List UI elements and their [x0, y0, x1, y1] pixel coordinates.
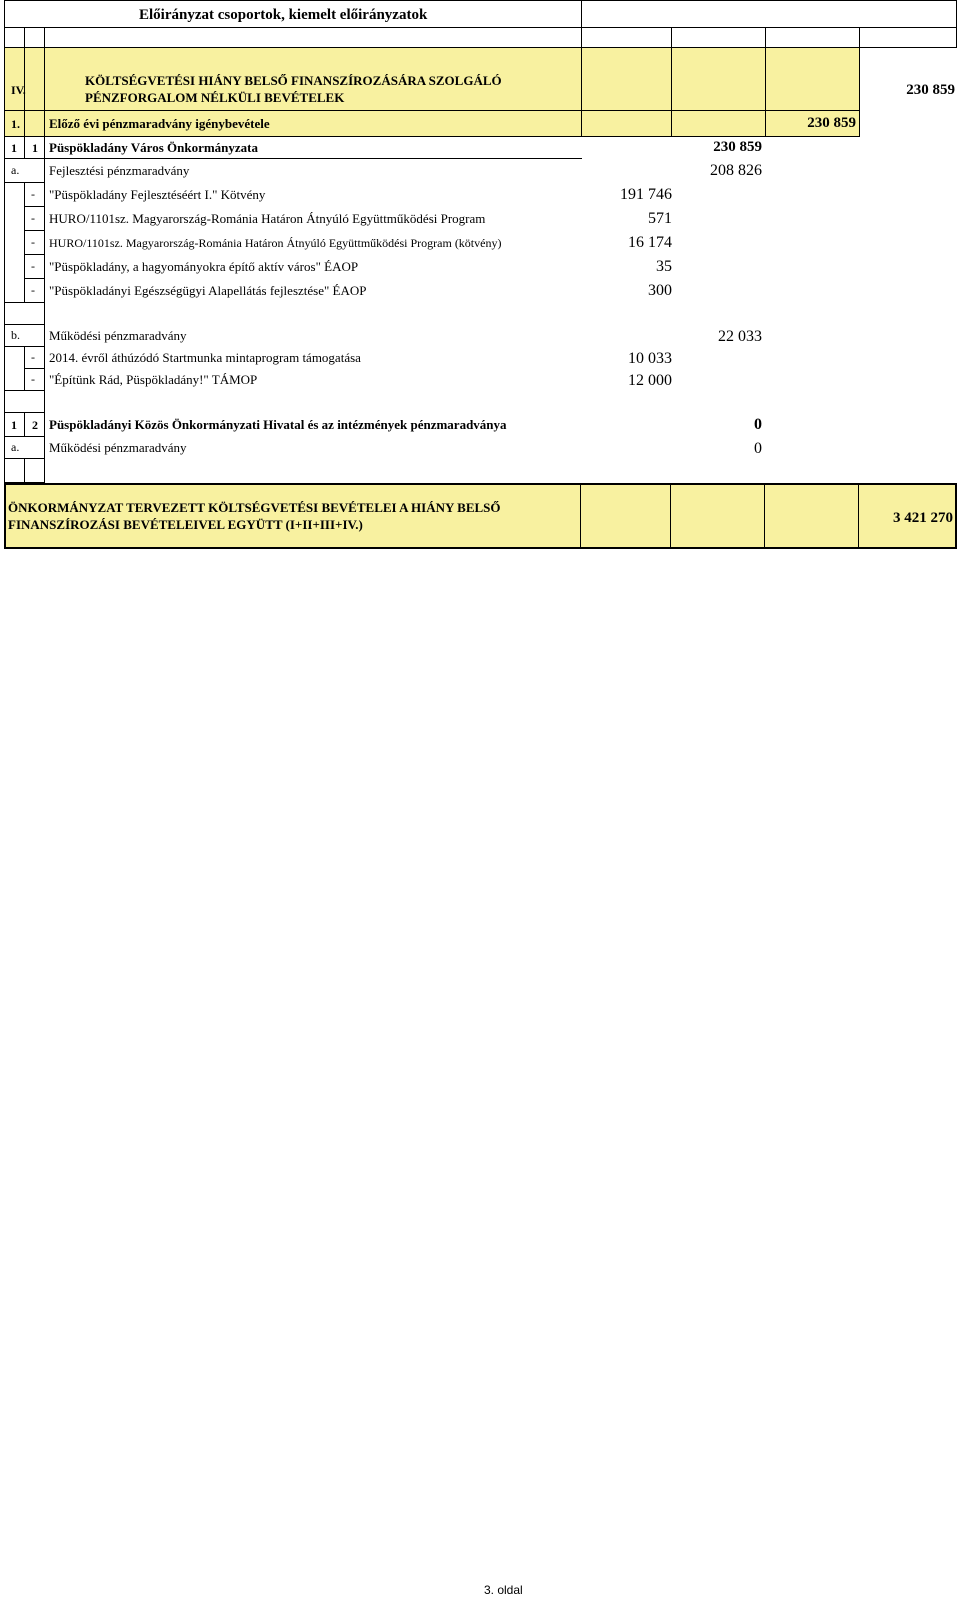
item-label: Fejlesztési pénzmaradvány — [49, 163, 190, 178]
item-value: 10 033 — [628, 350, 672, 367]
section-iv-row — [4, 48, 957, 111]
item-dash: - — [31, 283, 35, 297]
spacer-row — [4, 391, 957, 413]
item-value: 208 826 — [710, 162, 762, 179]
spacer-row — [4, 303, 957, 325]
item-dash: - — [31, 187, 35, 201]
item-value: 22 033 — [718, 328, 762, 345]
page-number: 3. oldal — [484, 1583, 523, 1597]
item-code: 1. — [11, 117, 20, 131]
list-item — [4, 279, 957, 303]
item-dash: - — [31, 211, 35, 225]
item-label: "Püspökladányi Egészségügyi Alapellátás fejlesztése" ÉAOP — [49, 283, 367, 298]
list-item — [4, 255, 957, 279]
list-item — [4, 207, 957, 231]
spacer-row — [4, 28, 957, 48]
grand-total-value: 3 421 270 — [893, 510, 953, 526]
item-dash: - — [31, 259, 35, 273]
item-value: 571 — [648, 210, 672, 227]
item-label: 2014. évről áthúzódó Startmunka mintaprogram támogatása — [49, 350, 361, 365]
item-1-1-row — [4, 137, 957, 159]
section-title-line1: KÖLTSÉGVETÉSI HIÁNY BELSŐ FINANSZÍROZÁSÁRA SZOLGÁLÓ — [85, 73, 502, 88]
item-a-row — [4, 437, 957, 459]
item-label: Működési pénzmaradvány — [49, 440, 187, 455]
item-value: 300 — [648, 282, 672, 299]
section-total: 230 859 — [906, 82, 955, 98]
item-code: b. — [11, 328, 20, 342]
item-value: 0 — [754, 440, 762, 457]
item-a-row — [4, 159, 957, 183]
list-item — [4, 347, 957, 369]
item-label: HURO/1101sz. Magyarország-Románia Határon Átnyúló Együttműködési Program (kötvény) — [49, 236, 502, 250]
item-label: "Építünk Rád, Püspökladány!" TÁMOP — [49, 372, 258, 387]
item-b-row — [4, 325, 957, 347]
item-value: 191 746 — [620, 186, 672, 203]
item-value: 230 859 — [713, 139, 762, 155]
spacer-row — [4, 459, 957, 483]
page-title: Előirányzat csoportok, kiemelt előirányzatok — [139, 7, 428, 23]
item-code-1: 1 — [11, 418, 17, 432]
item-value: 16 174 — [628, 234, 672, 251]
item-code-1: 1 — [11, 141, 17, 155]
item-value: 0 — [754, 416, 762, 433]
item-1-2-row — [4, 413, 957, 437]
item-code: a. — [11, 440, 20, 454]
header-row — [4, 0, 957, 28]
item-code: a. — [11, 163, 20, 177]
item-code-2: 2 — [32, 418, 38, 432]
item-dash: - — [31, 372, 35, 386]
list-item — [4, 231, 957, 255]
item-label: Működési pénzmaradvány — [49, 328, 187, 343]
item-1-row — [4, 111, 957, 137]
item-dash: - — [31, 235, 35, 249]
item-label: Püspökladányi Közös Önkormányzati Hivatal és az intézmények pénzmaradványa — [49, 417, 507, 432]
item-code-2: 1 — [32, 141, 38, 155]
item-label: "Püspökladány, a hagyományokra építő aktív város" ÉAOP — [49, 259, 359, 274]
item-value: 230 859 — [807, 115, 856, 131]
item-label: Előző évi pénzmaradvány igénybevétele — [49, 116, 270, 131]
grand-total-line1: ÖNKORMÁNYZAT TERVEZETT KÖLTSÉGVETÉSI BEVÉTELEI A HIÁNY BELSŐ — [8, 500, 501, 515]
list-item — [4, 183, 957, 207]
item-label: "Püspökladány Fejlesztéséért I." Kötvény — [49, 187, 266, 202]
section-title-line2: PÉNZFORGALOM NÉLKÜLI BEVÉTELEK — [85, 90, 345, 105]
grand-total-line2: FINANSZÍROZÁSI BEVÉTELEIVEL EGYÜTT (I+II+III+IV.) — [8, 517, 363, 532]
item-label: HURO/1101sz. Magyarország-Románia Határon Átnyúló Együttműködési Program — [49, 211, 486, 226]
item-dash: - — [31, 350, 35, 364]
item-label: Püspökladány Város Önkormányzata — [49, 140, 259, 155]
item-value: 35 — [656, 258, 672, 275]
grand-total-row — [4, 483, 957, 549]
item-value: 12 000 — [628, 372, 672, 389]
section-code: IV. — [11, 83, 26, 97]
list-item — [4, 369, 957, 391]
